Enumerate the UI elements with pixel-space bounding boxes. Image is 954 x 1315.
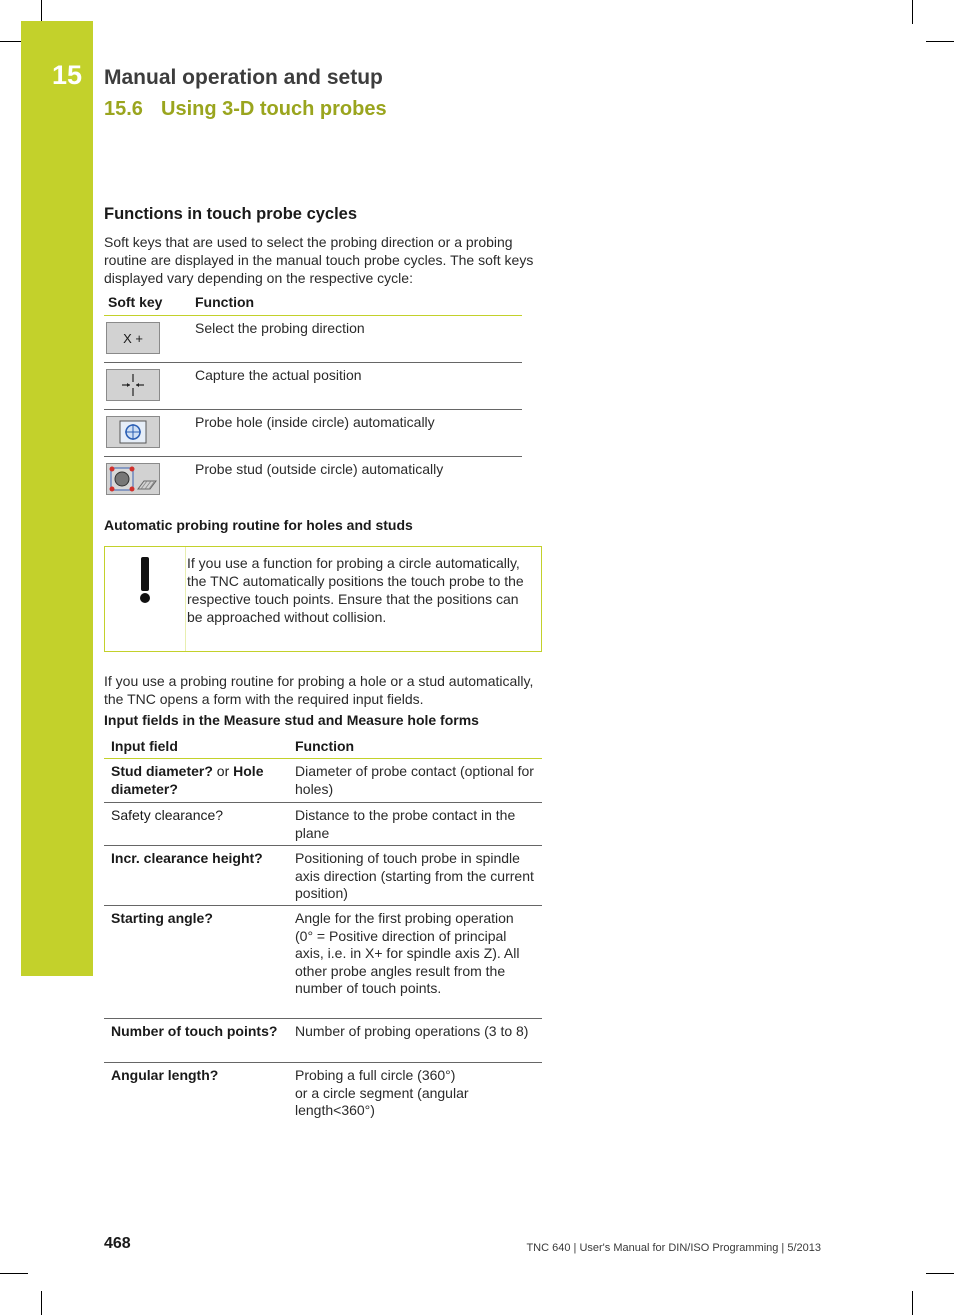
table-row — [104, 1063, 542, 1123]
auto-routine-para: If you use a probing routine for probing a hole or a stud automatically, the TNC opens a form with the required input fields. — [104, 673, 534, 707]
field-function: Angle for the first probing operation (0° = Positive direction of principal axis, i.e. in X+ for spindle axis Z). All other probe angles result from the number of touch points. — [295, 910, 520, 996]
table-row — [104, 410, 522, 457]
table-row — [104, 846, 542, 906]
note-divider — [185, 547, 186, 651]
table-row — [104, 316, 522, 363]
table-row — [104, 457, 522, 503]
col-input-field: Input field — [111, 738, 178, 754]
chapter-number: 15 — [52, 60, 83, 90]
softkey-function: Probe stud (outside circle) automatically — [195, 461, 444, 477]
field-name: Incr. clearance height? — [111, 850, 263, 866]
crop-mark — [926, 41, 954, 42]
field-function — [295, 1067, 535, 1120]
softkey-label: X + — [123, 330, 143, 346]
table-row — [104, 906, 542, 1019]
field-or: or — [212, 763, 234, 779]
section-number: 15.6 — [104, 98, 143, 120]
field-stud-diameter: Stud diameter? — [111, 763, 213, 779]
field-name: Number of touch points? — [111, 1023, 278, 1039]
input-fields-table — [104, 736, 542, 1123]
field-name: Starting angle? — [111, 910, 213, 926]
softkey-function: Capture the actual position — [195, 367, 362, 383]
table-row — [104, 759, 542, 803]
exclamation-icon — [138, 557, 152, 605]
stud-circle-icon — [108, 465, 158, 493]
softkey-table — [104, 292, 522, 503]
function-line: Probing a full circle (360°) — [295, 1067, 456, 1083]
probe-direction-x-plus-softkey[interactable] — [106, 322, 160, 354]
functions-intro: Soft keys that are used to select the probing direction or a probing routine are displayed in the manual touch probe cycles. The soft keys displayed vary depending on the respective cycle: — [104, 234, 534, 286]
crop-mark — [912, 0, 913, 24]
field-name: Safety clearance? — [111, 807, 224, 823]
probe-hole-softkey[interactable] — [106, 416, 160, 448]
field-name: Angular length? — [111, 1067, 219, 1083]
functions-heading: Functions in touch probe cycles — [104, 205, 358, 223]
field-function: Distance to the probe contact in the plane — [295, 807, 516, 841]
col-softkey: Soft key — [108, 294, 163, 310]
note-text: If you use a function for probing a circle automatically, the TNC automatically positions the touch probe to the respective touch points. Ensure that the positions can be approached without collision. — [187, 555, 524, 625]
crosshair-icon — [121, 373, 145, 397]
softkey-function: Probe hole (inside circle) automatically — [195, 414, 435, 430]
table-row — [104, 803, 542, 846]
footer-text: TNC 640 | User's Manual for DIN/ISO Programming | 5/2013 — [526, 1242, 821, 1254]
auto-routine-heading: Automatic probing routine for holes and studs — [104, 517, 413, 533]
input-table-header — [104, 736, 542, 759]
field-function: Positioning of touch probe in spindle axis direction (starting from the current position) — [295, 850, 534, 901]
chapter-title: Manual operation and setup — [104, 66, 383, 89]
page-number: 468 — [104, 1235, 131, 1252]
capture-position-softkey[interactable] — [106, 369, 160, 401]
hole-circle-icon — [116, 419, 150, 445]
function-line: or a circle segment (angular length<360°) — [295, 1084, 469, 1118]
warning-note — [104, 546, 542, 652]
crop-mark — [912, 1291, 913, 1315]
field-function: Diameter of probe contact (optional for holes) — [295, 763, 534, 797]
crop-mark — [41, 1291, 42, 1315]
section-label: Using 3-D touch probes — [161, 98, 387, 120]
softkey-function: Select the probing direction — [195, 320, 365, 336]
field-function: Number of probing operations (3 to 8) — [295, 1023, 529, 1039]
crop-mark — [926, 1273, 954, 1274]
col-function: Function — [295, 738, 355, 754]
col-function: Function — [195, 294, 255, 310]
crop-mark — [0, 1273, 28, 1274]
field-name — [111, 763, 281, 798]
field-hole-diameter: Hole diameter? — [111, 763, 264, 797]
probe-stud-softkey[interactable] — [106, 463, 160, 495]
input-fields-heading: Input fields in the Measure stud and Measure hole forms — [104, 712, 479, 728]
section-title — [104, 98, 387, 121]
table-row — [104, 1019, 542, 1063]
chapter-sidebar — [21, 21, 93, 976]
softkey-table-header — [104, 292, 522, 316]
table-row — [104, 363, 522, 410]
